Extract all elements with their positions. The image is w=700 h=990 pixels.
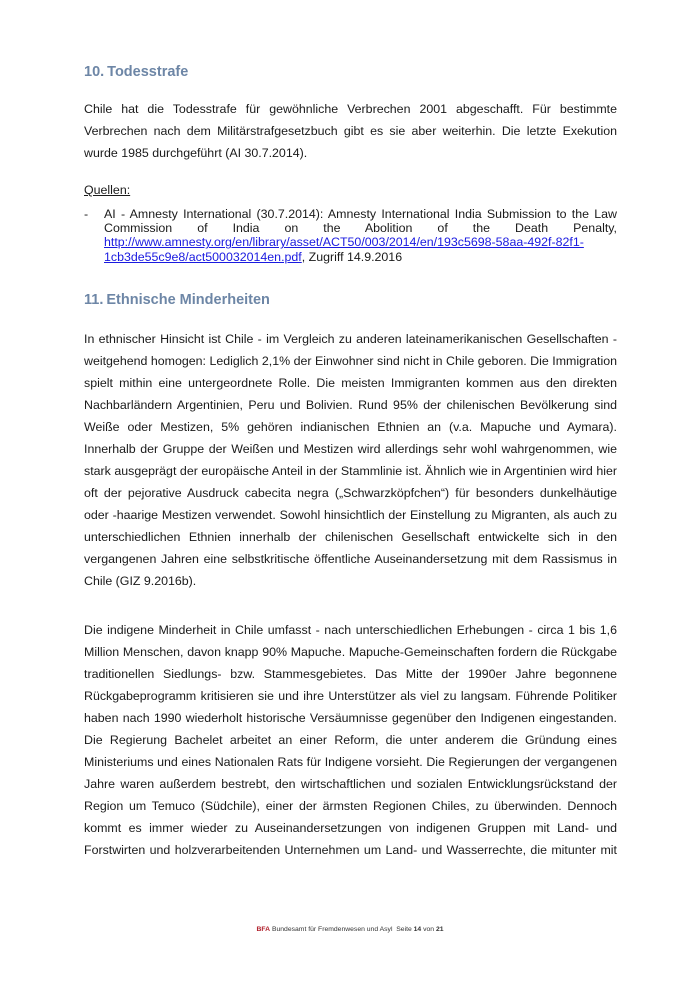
paragraph-ethnische-homogenitaet: In ethnischer Hinsicht ist Chile - im Vergleich zu anderen lateinamerikanischen Gesellschaften - weitgehend homogen: Lediglich 2,1% der Einwohner sind nicht in Chile geboren. Die Immigration spielt mithin eine untergeordnete Rolle. Die meisten Immigranten kommen aus den direkten Nachbarländern Argentinien, Peru und Bolivien. Rund 95% der chilenischen Bevölkerung sind Weiße oder Mestizen, 5% gehören indianischen Ethnien an (v.a. Mapuche und Aymara). Innerhalb der Gruppe der Weißen und Mestizen wird allerdings sehr wohl wahrgenommen, wie stark ausgeprägt der europäische Anteil in der Stammlinie ist. Ähnlich wie in Argentinien wird hier oft der pejorative Ausdruck cabecita negra („Schwarzköpfchen“) für besonders dunkelhäutige oder -haarige Mestizen verwendet. Sowohl hinsichtlich der Einstellung zu Migranten, als auch zu unterschiedlichen Ethnien innerhalb der chilenischen Gesellschaft entwickelte sich in den vergangenen Jahren eine selbstkritische öffentliche Auseinandersetzung mit dem Rassismus in Chile (GIZ 9.2016b). <box>84 332 617 588</box>
section-title: Ethnische Minderheiten <box>106 292 270 308</box>
page-total: 21 <box>435 926 444 933</box>
source-item <box>84 207 617 264</box>
page-of: von <box>421 926 436 933</box>
section-number: 10. <box>84 64 105 80</box>
source-citation: AI - Amnesty International (30.7.2014): Amnesty International India Submission to the Law Commission of India on the Abolition of the Death Penalty, <box>104 207 617 236</box>
page-footer <box>0 926 700 933</box>
source-link[interactable]: http://www.amnesty.org/en/library/asset/ACT50/003/2014/en/193c5698-58aa-492f-82f1-1cb3de55c9e8/act500032014en.pdf <box>104 235 584 264</box>
page-current: 14 <box>413 926 422 933</box>
paragraph-todesstrafe: Chile hat die Todesstrafe für gewöhnliche Verbrechen 2001 abgeschafft. Für bestimmte Verbrechen nach dem Militärstrafgesetzbuch gibt es sie aber weiterhin. Die letzte Exekution wurde 1985 durchgeführt (AI 30.7.2014). <box>84 102 617 160</box>
footer-org-name: Bundesamt für Fremdenwesen und Asyl <box>270 926 393 933</box>
list-dash: - <box>84 207 89 221</box>
paragraph-indigene-minderheit: Die indigene Minderheit in Chile umfasst - nach unterschiedlichen Erhebungen - circa 1 bis 1,6 Million Menschen, davon knapp 90% Mapuche. Mapuche-Gemeinschaften fordern die Rückgabe traditionellen Siedlungs- bzw. Stammesgebietes. Das Mitte der 1990er Jahre begonnene Rückgabeprogramm kritisieren sie und ihre Unterstützer als viel zu langsam. Führende Politiker haben nach 1990 wiederholt historische Versäumnisse gegenüber den Indigenen eingestanden. Die Regierung Bachelet arbeitet an einer Reform, die unter anderem die Gründung eines Ministeriums und eines Nationalen Rats für Indigene vorsieht. Die Regierungen der vergangenen Jahre waren außerdem bestrebt, den wirtschaftlichen und sozialen Entwicklungsrückstand der Region um Temuco (Südchile), einer der ärmsten Regionen Chiles, zu überwinden. Dennoch kommt es immer wieder zu Auseinandersetzungen von indigenen Gruppen mit Land- und Forstwirten und holzverarbeitenden Unternehmen um Land- und Wasserrechte, die mitunter mit <box>84 623 617 857</box>
section-heading-ethnische-minderheiten <box>84 292 270 308</box>
source-access-date: , Zugriff 14.9.2016 <box>301 249 403 264</box>
source-text <box>104 207 617 264</box>
page-label: Seite <box>396 926 414 933</box>
section-number: 11. <box>84 292 104 308</box>
sources-label: Quellen: <box>84 183 131 197</box>
bfa-logo: BFA <box>256 926 271 933</box>
section-heading-todesstrafe <box>84 64 188 80</box>
section-title: Todesstrafe <box>107 64 189 80</box>
